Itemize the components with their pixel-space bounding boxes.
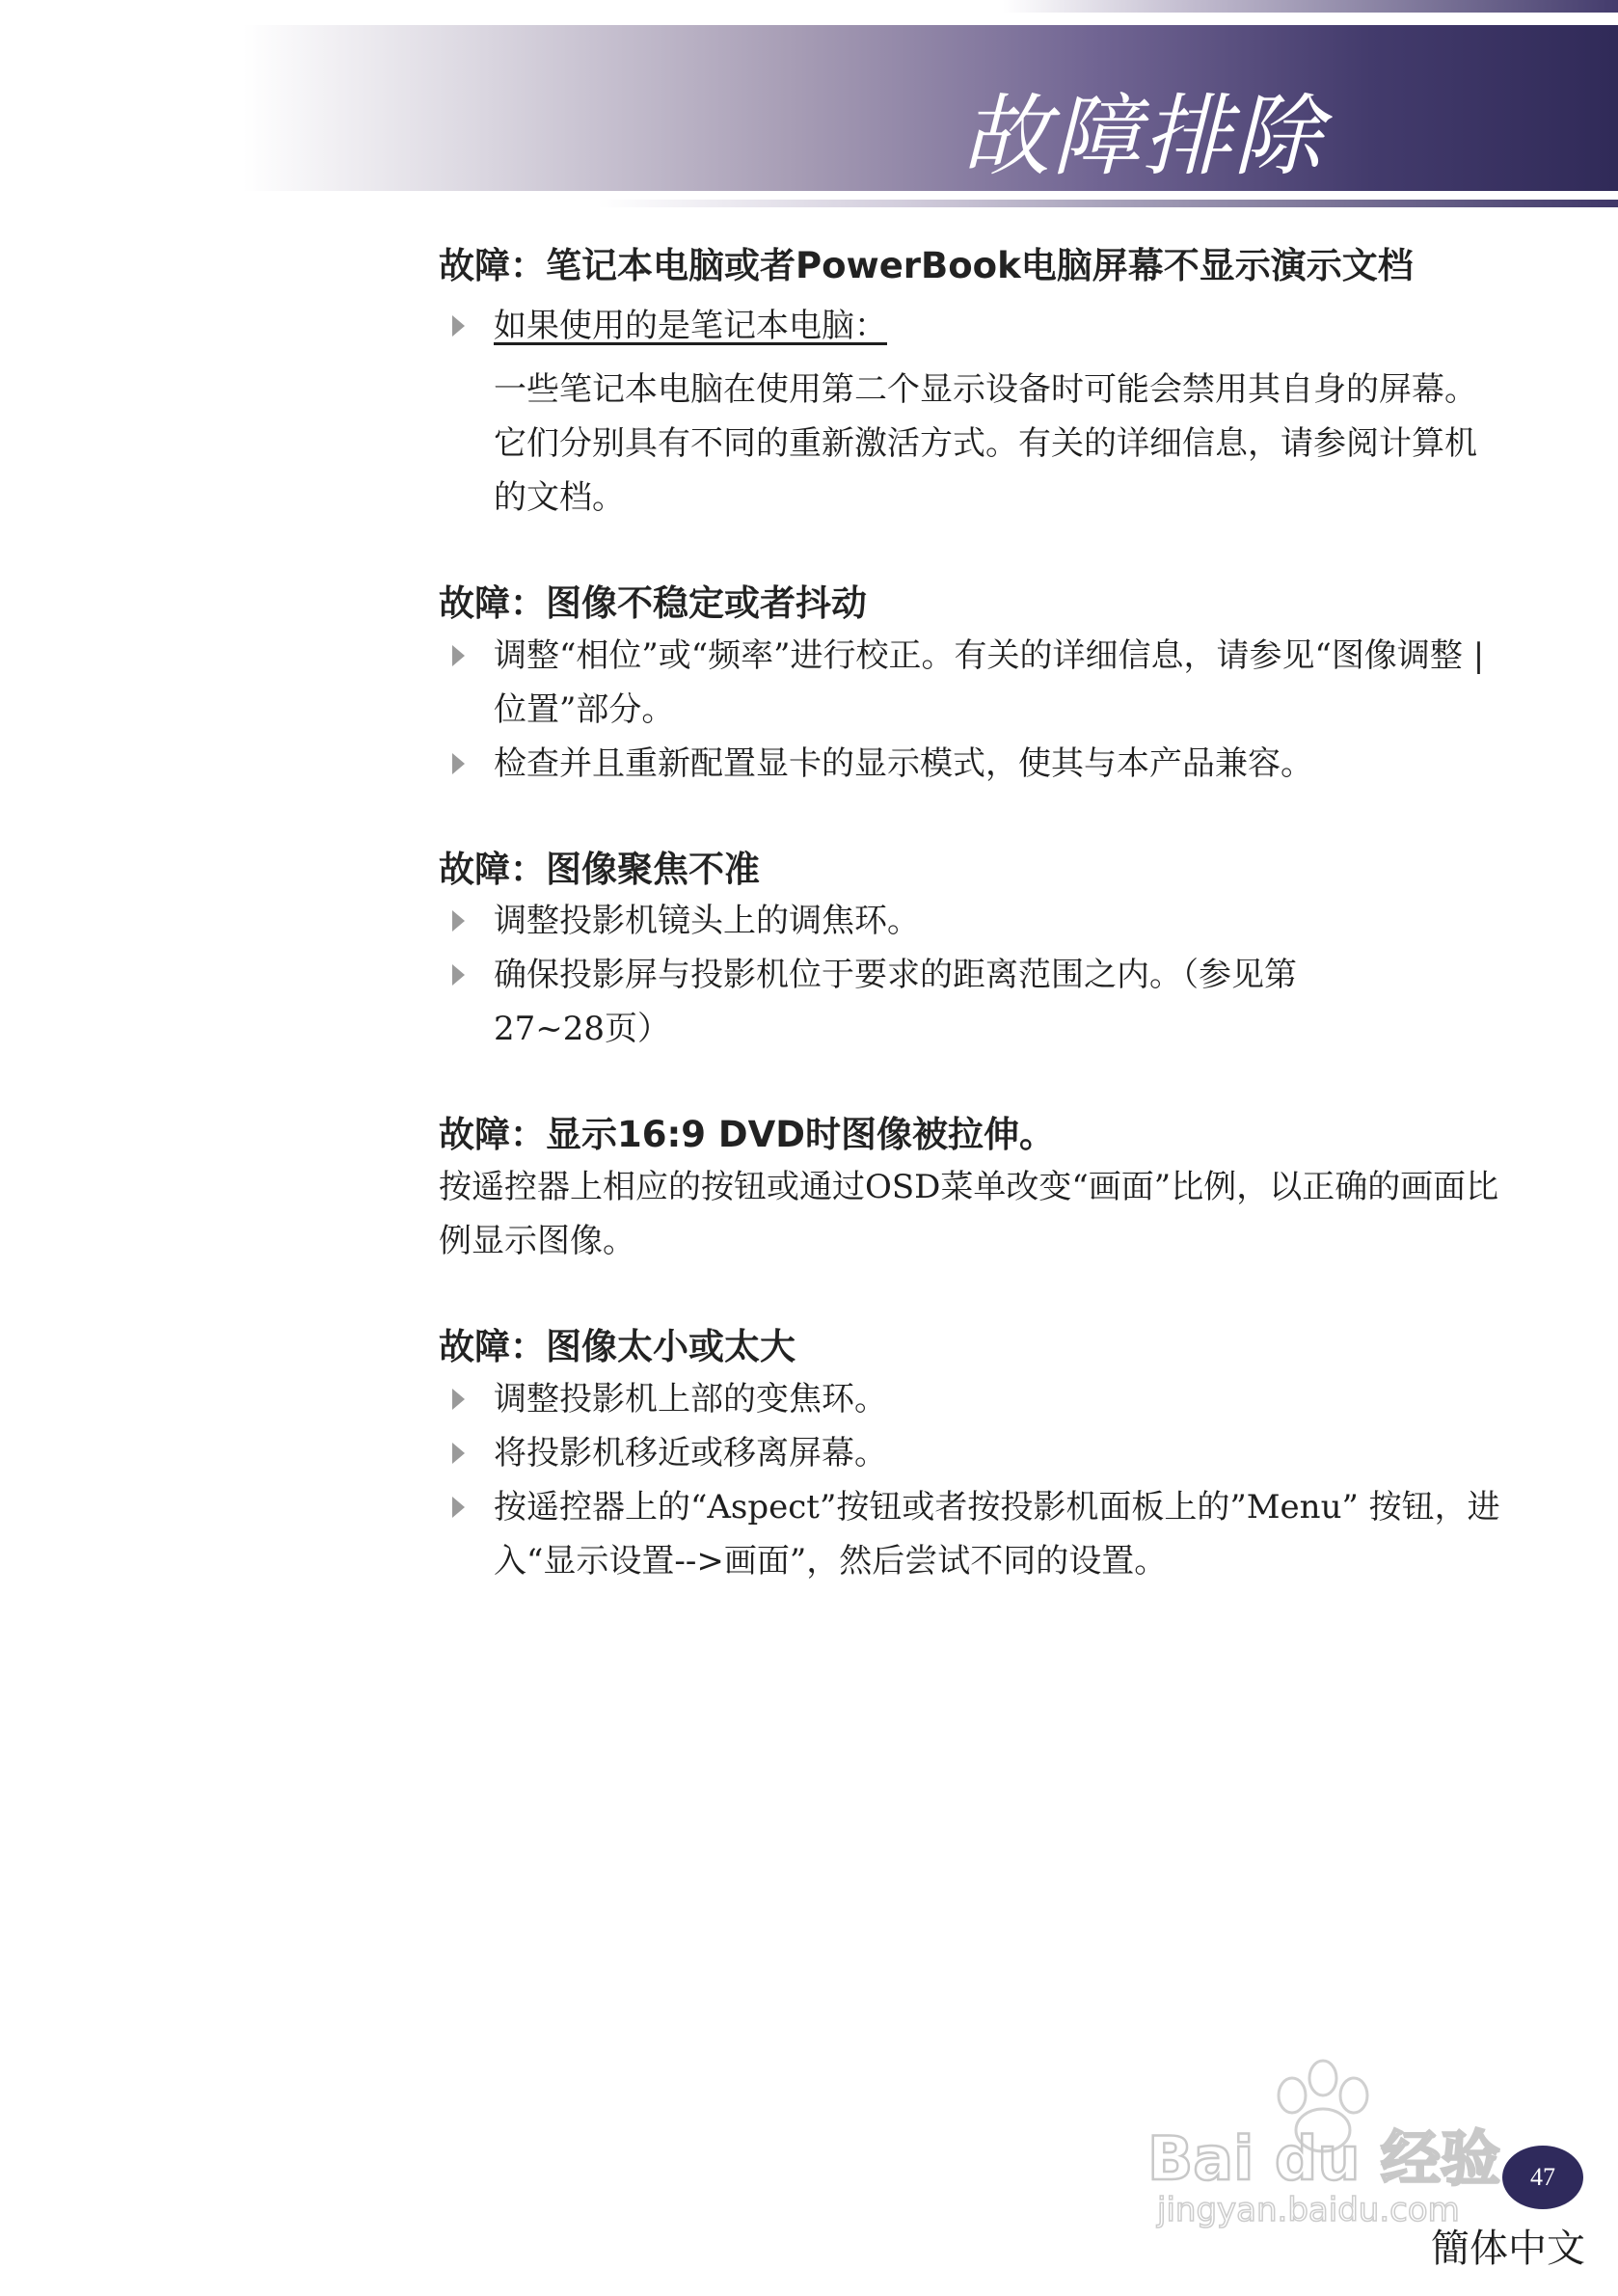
list-item <box>439 299 1509 353</box>
chapter-header-band <box>243 25 1618 191</box>
header-bottom-rule <box>598 200 1618 207</box>
section-dvd-stretch <box>439 1110 1509 1268</box>
list-item <box>439 737 1509 791</box>
triangle-bullet-icon <box>452 753 465 774</box>
list-item <box>439 894 1509 948</box>
list-item <box>439 1426 1509 1480</box>
paragraph: 一些笔记本电脑在使用第二个显示设备时可能会禁用其自身的屏幕。它们分别具有不同的重新激活方式。有关的详细信息，请参阅计算机的文档。 <box>494 369 1477 517</box>
list-item-text: 确保投影屏与投影机位于要求的距离范围之内。（参见第 27~28页） <box>494 956 1297 1049</box>
svg-text:Bai du 经验: Bai du 经验 <box>1147 2123 1501 2194</box>
list-item-text: 调整“相位”或“频率”进行校正。有关的详细信息，请参见“图像调整 | 位置”部分。 <box>494 635 1485 729</box>
triangle-bullet-icon <box>452 1389 465 1410</box>
language-label: 簡体中文 <box>1431 2227 1585 2271</box>
list-item <box>439 1480 1509 1588</box>
list-item-text: 调整投影机镜头上的调焦环。 <box>494 902 920 941</box>
sub-label: 如果使用的是笔记本电脑： <box>494 306 887 345</box>
list-item-text: 检查并且重新配置显卡的显示模式，使其与本产品兼容。 <box>494 743 1313 783</box>
list-item <box>439 948 1381 1056</box>
triangle-bullet-icon <box>452 1443 465 1464</box>
section-image-size <box>439 1322 1509 1588</box>
baidu-watermark-logo <box>1147 2049 1533 2232</box>
page-content <box>439 241 1509 1588</box>
triangle-bullet-icon <box>452 964 465 986</box>
section-heading: 故障：图像聚焦不准 <box>439 848 760 890</box>
page-number: 47 <box>1502 2146 1583 2209</box>
chapter-title: 故障排除 <box>960 85 1324 188</box>
section-heading: 故障：显示16:9 DVD时图像被拉伸。 <box>439 1114 1055 1156</box>
list-item <box>439 629 1509 737</box>
section-laptop-display <box>439 241 1509 525</box>
section-heading: 故障：笔记本电脑或者PowerBook电脑屏幕不显示演示文档 <box>439 245 1414 286</box>
section-focus <box>439 845 1509 1057</box>
list-item <box>439 1372 1509 1426</box>
svg-text:jingyan.baidu.com: jingyan.baidu.com <box>1157 2191 1460 2229</box>
list-item-text: 调整投影机上部的变焦环。 <box>494 1379 887 1418</box>
paragraph: 按遥控器上相应的按钮或通过OSD菜单改变“画面”比例，以正确的画面比例显示图像。 <box>439 1168 1499 1261</box>
header-top-rule <box>1003 0 1618 13</box>
list-item-text: 将投影机移近或移离屏幕。 <box>494 1433 887 1472</box>
section-unstable-image <box>439 579 1509 791</box>
list-item-text: 按遥控器上的“Aspect”按钮或者按投影机面板上的”Menu” 按钮，进入“显示设置-->画面”，然后尝试不同的设置。 <box>494 1487 1500 1580</box>
triangle-bullet-icon <box>452 315 465 337</box>
section-heading: 故障：图像太小或太大 <box>439 1326 796 1368</box>
triangle-bullet-icon <box>452 1497 465 1518</box>
triangle-bullet-icon <box>452 645 465 666</box>
section-heading: 故障：图像不稳定或者抖动 <box>439 581 867 624</box>
triangle-bullet-icon <box>452 910 465 932</box>
